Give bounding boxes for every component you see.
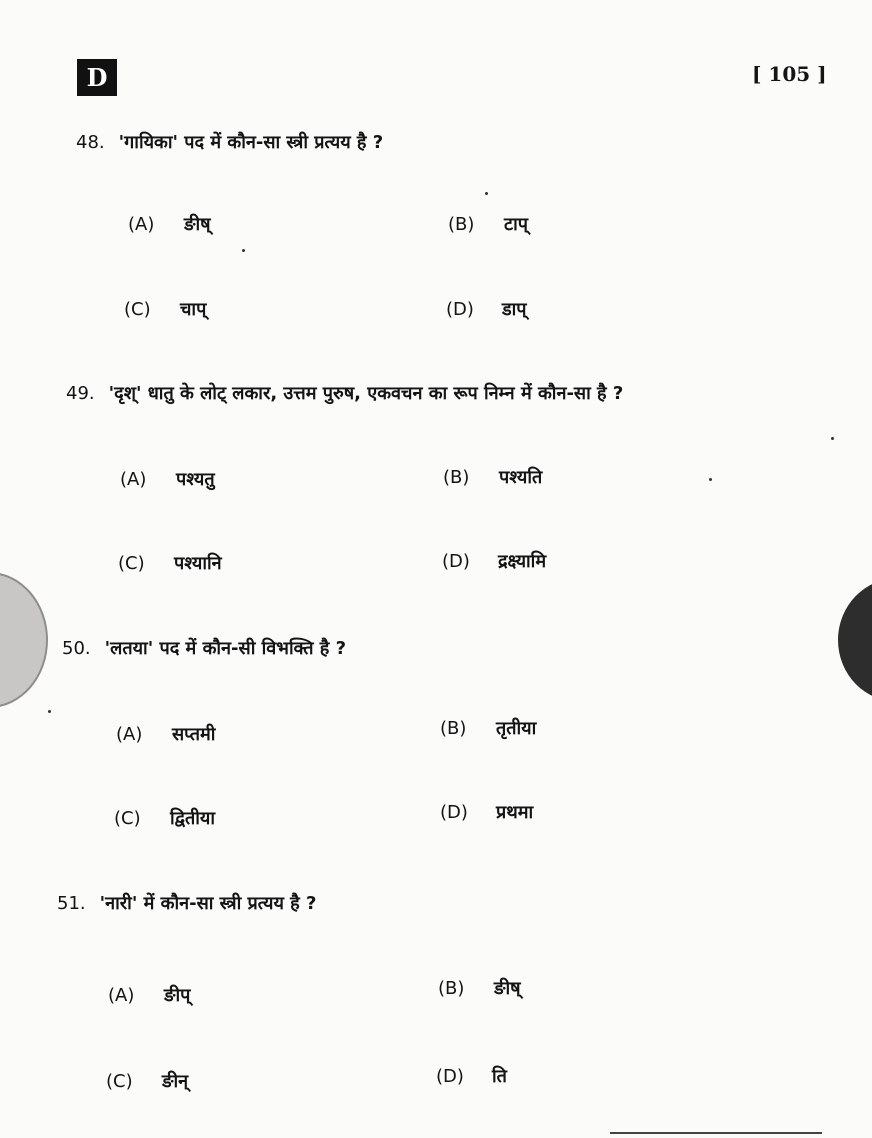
option-label: (C) <box>124 299 151 320</box>
option-text: तृतीया <box>496 718 537 739</box>
option-d[interactable] <box>446 297 527 321</box>
option-label: (C) <box>118 553 145 574</box>
question-50 <box>62 636 346 660</box>
option-b[interactable] <box>440 716 536 740</box>
booklet-series-badge: D <box>77 59 117 96</box>
option-d[interactable] <box>440 800 533 824</box>
option-label: (A) <box>128 214 155 235</box>
option-text: चाप् <box>180 299 207 320</box>
option-c[interactable] <box>124 297 206 321</box>
option-label: (C) <box>114 808 141 829</box>
option-a[interactable] <box>128 212 211 236</box>
option-text: पश्यति <box>499 467 543 488</box>
speck <box>831 437 834 440</box>
question-number: 48. <box>76 132 105 153</box>
option-text: ङीष् <box>494 978 521 999</box>
option-text: ङीप् <box>164 985 191 1006</box>
option-text: पश्यतु <box>176 469 215 490</box>
option-label: (D) <box>442 551 470 572</box>
page-number: [ 105 ] <box>752 62 827 86</box>
option-c[interactable] <box>114 806 215 830</box>
option-text: ति <box>492 1066 507 1087</box>
speck <box>48 710 51 713</box>
option-text: सप्तमी <box>172 724 216 745</box>
option-b[interactable] <box>443 465 542 489</box>
option-label: (D) <box>440 802 468 823</box>
option-text: पश्यानि <box>174 553 222 574</box>
option-b[interactable] <box>438 976 521 1000</box>
option-label: (D) <box>436 1066 464 1087</box>
option-text: टाप् <box>504 214 528 235</box>
option-text: डाप् <box>502 299 527 320</box>
question-text: 'गायिका' पद में कौन-सा स्त्री प्रत्यय है ? <box>118 132 384 153</box>
option-text: ङीन् <box>162 1071 189 1092</box>
question-text: 'दृश्' धातु के लोट् लकार, उत्तम पुरुष, एकवचन का रूप निम्न में कौन-सा है ? <box>108 383 624 404</box>
option-label: (C) <box>106 1071 133 1092</box>
option-c[interactable] <box>118 551 222 575</box>
option-label: (D) <box>446 299 474 320</box>
option-text: द्वितीया <box>170 808 216 829</box>
option-label: (A) <box>116 724 143 745</box>
option-label: (A) <box>120 469 147 490</box>
speck <box>485 192 488 195</box>
speck <box>709 478 712 481</box>
speck <box>242 249 245 252</box>
question-51 <box>57 891 316 915</box>
option-label: (A) <box>108 985 135 1006</box>
question-number: 51. <box>57 893 86 914</box>
question-number: 49. <box>66 383 95 404</box>
option-text: ङीष् <box>184 214 211 235</box>
bottom-rule <box>610 1132 822 1134</box>
option-label: (B) <box>448 214 475 235</box>
question-text: 'नारी' में कौन-सा स्त्री प्रत्यय है ? <box>99 893 317 914</box>
binder-hole-left <box>0 572 48 708</box>
option-a[interactable] <box>120 467 215 491</box>
option-d[interactable] <box>442 549 546 573</box>
option-b[interactable] <box>448 212 528 236</box>
option-label: (B) <box>443 467 470 488</box>
question-text: 'लतया' पद में कौन-सी विभक्ति है ? <box>104 638 347 659</box>
question-number: 50. <box>62 638 91 659</box>
option-text: द्रक्ष्यामि <box>498 551 547 572</box>
option-a[interactable] <box>116 722 215 746</box>
option-label: (B) <box>438 978 465 999</box>
option-a[interactable] <box>108 983 190 1007</box>
binder-hole-right <box>838 578 872 702</box>
option-label: (B) <box>440 718 467 739</box>
option-text: प्रथमा <box>496 802 534 823</box>
option-c[interactable] <box>106 1069 188 1093</box>
option-d[interactable] <box>436 1064 507 1088</box>
question-48 <box>76 130 383 154</box>
question-49 <box>66 381 623 405</box>
